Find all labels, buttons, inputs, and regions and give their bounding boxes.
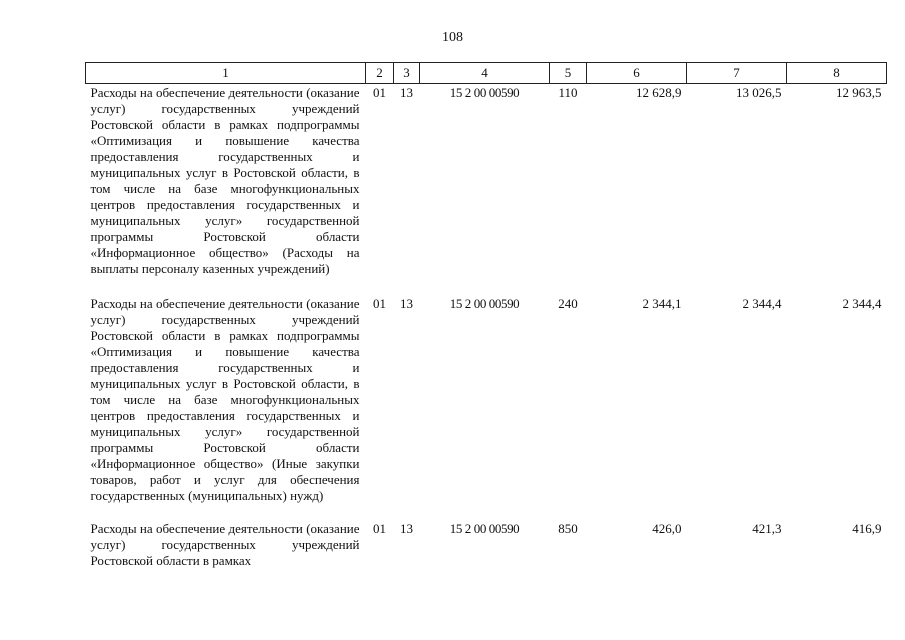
row-amount-col6: 12 628,9 bbox=[636, 85, 682, 100]
row-expense-type: 240 bbox=[558, 296, 578, 311]
header-col-7: 7 bbox=[687, 63, 787, 84]
row-amount-col7: 2 344,4 bbox=[742, 296, 782, 311]
row-description: Расходы на обеспечение деятельности (оказание услуг) государственных учреждений Ростовской области в рамках подпрограммы «Оптимизация и повышение качества предоставления государственных и муниципальных услуг в Ростовской области, в том числе на базе многофункциональных центров предоставления государственных и муниципальных услуг» государственной программы Ростовской области «Информационное общество» (Иные закупки товаров, работ и услуг для обеспечения государственных (муниципальных) нужд) bbox=[90, 296, 360, 503]
row-amount-col6: 426,0 bbox=[652, 521, 682, 536]
budget-table bbox=[85, 62, 887, 581]
row-amount-col7: 421,3 bbox=[752, 521, 782, 536]
header-col-1: 1 bbox=[86, 63, 366, 84]
header-col-6: 6 bbox=[587, 63, 687, 84]
row-amount-col8: 2 344,4 bbox=[842, 296, 882, 311]
header-row bbox=[86, 63, 887, 84]
row-description: Расходы на обеспечение деятельности (оказание услуг) государственных учреждений Ростовской области в рамках подпрограммы «Оптимизация и повышение качества предоставления государственных и муниципальных услуг в Ростовской области, в том числе на базе многофункциональных центров предоставления государственных и муниципальных услуг» государственной программы Ростовской области «Информационное общество» (Расходы на выплаты персоналу казенных учреждений) bbox=[90, 85, 360, 276]
table-row bbox=[86, 520, 887, 581]
row-section: 01 bbox=[373, 296, 386, 311]
row-expense-type: 850 bbox=[558, 521, 578, 536]
row-section: 01 bbox=[373, 521, 386, 536]
row-description: Расходы на обеспечение деятельности (оказание услуг) государственных учреждений Ростовской области в рамках bbox=[90, 521, 360, 568]
row-amount-col8: 416,9 bbox=[852, 521, 882, 536]
header-col-3: 3 bbox=[394, 63, 420, 84]
header-col-2: 2 bbox=[366, 63, 394, 84]
row-subsection: 13 bbox=[400, 85, 413, 100]
row-target-article: 15 2 00 00590 bbox=[449, 296, 520, 311]
page-number: 108 bbox=[442, 30, 463, 45]
header-col-5: 5 bbox=[550, 63, 587, 84]
header-col-8: 8 bbox=[787, 63, 887, 84]
row-expense-type: 110 bbox=[558, 85, 578, 100]
row-subsection: 13 bbox=[400, 296, 413, 311]
row-subsection: 13 bbox=[400, 521, 413, 536]
table-row bbox=[86, 84, 887, 296]
row-amount-col6: 2 344,1 bbox=[642, 296, 682, 311]
row-target-article: 15 2 00 00590 bbox=[449, 85, 520, 100]
row-amount-col8: 12 963,5 bbox=[836, 85, 882, 100]
header-col-4: 4 bbox=[420, 63, 550, 84]
row-target-article: 15 2 00 00590 bbox=[449, 521, 520, 536]
table-row bbox=[86, 295, 887, 520]
row-section: 01 bbox=[373, 85, 386, 100]
row-amount-col7: 13 026,5 bbox=[736, 85, 782, 100]
